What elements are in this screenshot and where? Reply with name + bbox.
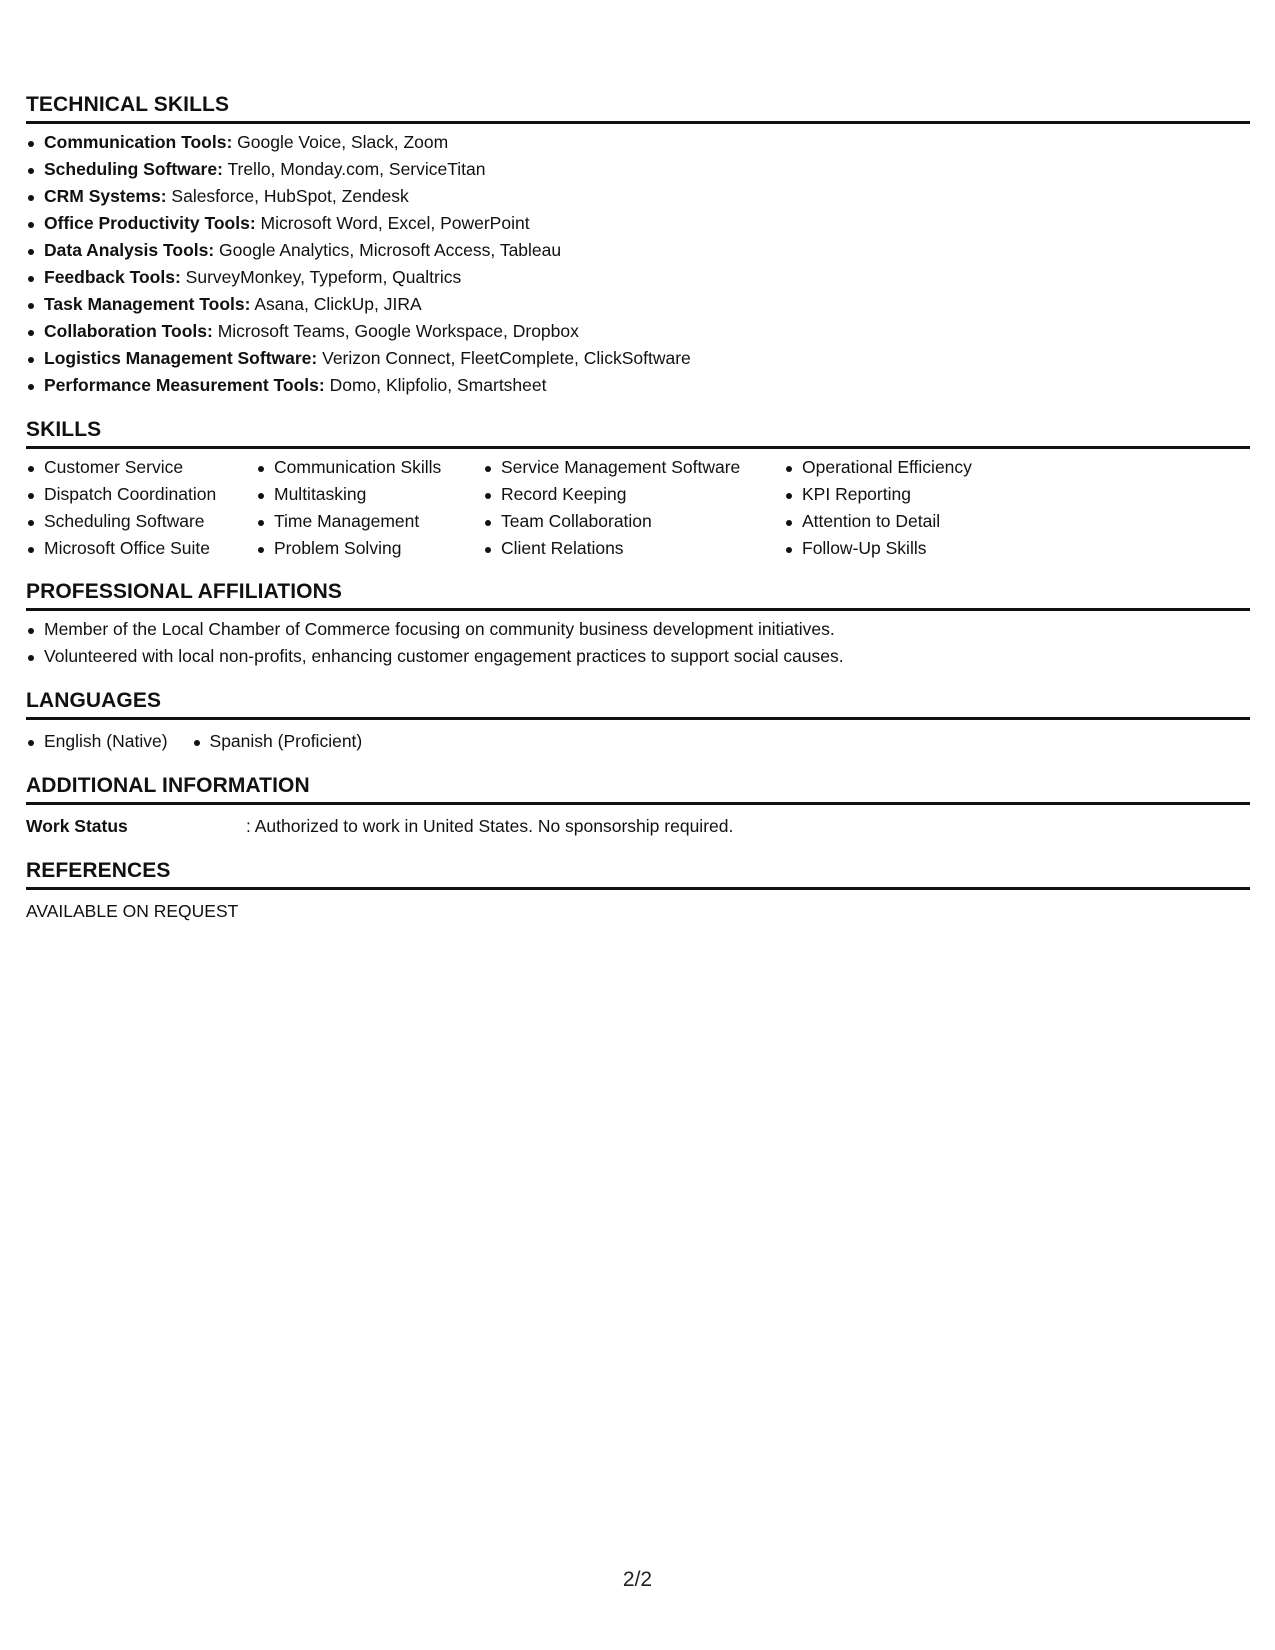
additional-info-section	[26, 773, 1250, 840]
tech-skill-label: Office Productivity Tools:	[44, 213, 256, 233]
tech-skill-value: Microsoft Teams, Google Workspace, Dropbox	[212, 321, 579, 341]
section-title-affiliations: PROFESSIONAL AFFILIATIONS	[26, 579, 1250, 611]
list-item: Multitasking	[256, 481, 483, 508]
list-item: Time Management	[256, 508, 483, 535]
tech-skill-value: Asana, ClickUp, JIRA	[250, 294, 422, 314]
list-item	[26, 156, 1250, 183]
list-item: Problem Solving	[256, 535, 483, 562]
list-item: Member of the Local Chamber of Commerce focusing on community business development initiatives.	[26, 616, 1250, 643]
tech-skill-value: Salesforce, HubSpot, Zendesk	[166, 186, 409, 206]
affiliations-section	[26, 579, 1250, 670]
tech-skill-value: SurveyMonkey, Typeform, Qualtrics	[180, 267, 462, 287]
list-item: Communication Skills	[256, 454, 483, 481]
skills-column-4	[784, 454, 1024, 562]
list-item: Microsoft Office Suite	[26, 535, 256, 562]
skills-column-3	[483, 454, 784, 562]
languages-list	[26, 728, 1250, 755]
list-item	[26, 129, 1250, 156]
references-text: AVAILABLE ON REQUEST	[26, 901, 239, 921]
tech-skill-label: CRM Systems:	[44, 186, 167, 206]
work-status-value: : Authorized to work in United States. No sponsorship required.	[246, 816, 734, 836]
tech-skill-label: Communication Tools:	[44, 132, 233, 152]
list-item	[26, 291, 1250, 318]
list-item: Operational Efficiency	[784, 454, 1024, 481]
tech-skill-label: Task Management Tools:	[44, 294, 251, 314]
skills-column-1	[26, 454, 256, 562]
list-item: Record Keeping	[483, 481, 784, 508]
list-item: Follow-Up Skills	[784, 535, 1024, 562]
tech-skill-value: Verizon Connect, FleetComplete, ClickSoftware	[317, 348, 691, 368]
list-item: Attention to Detail	[784, 508, 1024, 535]
list-item: Scheduling Software	[26, 508, 256, 535]
skills-section	[26, 417, 1250, 562]
list-item	[26, 210, 1250, 237]
technical-skills-section	[26, 92, 1250, 399]
list-item	[26, 237, 1250, 264]
section-title-skills: SKILLS	[26, 417, 1250, 449]
list-item	[26, 318, 1250, 345]
affiliations-list	[26, 616, 1250, 670]
section-title-languages: LANGUAGES	[26, 688, 1250, 720]
list-item	[26, 264, 1250, 291]
tech-skill-label: Collaboration Tools:	[44, 321, 213, 341]
tech-skill-value: Google Voice, Slack, Zoom	[232, 132, 449, 152]
tech-skill-label: Feedback Tools:	[44, 267, 181, 287]
work-status-row	[26, 813, 1250, 840]
references-section	[26, 858, 1250, 925]
tech-skill-value: Microsoft Word, Excel, PowerPoint	[255, 213, 530, 233]
list-item: Service Management Software	[483, 454, 784, 481]
tech-skill-value: Trello, Monday.com, ServiceTitan	[222, 159, 486, 179]
list-item	[26, 372, 1250, 399]
tech-skill-value: Google Analytics, Microsoft Access, Tableau	[214, 240, 562, 260]
list-item	[26, 345, 1250, 372]
page-number: 2/2	[622, 1568, 653, 1591]
section-title-references: REFERENCES	[26, 858, 1250, 890]
tech-skill-label: Data Analysis Tools:	[44, 240, 215, 260]
skills-column-2	[256, 454, 483, 562]
list-item: Team Collaboration	[483, 508, 784, 535]
list-item: Volunteered with local non-profits, enhancing customer engagement practices to support social causes.	[26, 643, 1250, 670]
work-status-label: Work Status	[26, 816, 128, 836]
list-item: KPI Reporting	[784, 481, 1024, 508]
tech-skill-label: Scheduling Software:	[44, 159, 223, 179]
tech-skill-value: Domo, Klipfolio, Smartsheet	[324, 375, 547, 395]
list-item: Customer Service	[26, 454, 256, 481]
list-item: English (Native)	[26, 728, 168, 755]
technical-skills-list	[26, 129, 1250, 399]
tech-skill-label: Performance Measurement Tools:	[44, 375, 325, 395]
languages-section	[26, 688, 1250, 755]
list-item	[26, 183, 1250, 210]
tech-skill-label: Logistics Management Software:	[44, 348, 318, 368]
resume-page	[26, 92, 1250, 925]
skills-grid	[26, 454, 1250, 562]
list-item: Spanish (Proficient)	[192, 728, 363, 755]
section-title-technical-skills: TECHNICAL SKILLS	[26, 92, 1250, 124]
list-item: Client Relations	[483, 535, 784, 562]
section-title-additional-info: ADDITIONAL INFORMATION	[26, 773, 1250, 805]
list-item: Dispatch Coordination	[26, 481, 256, 508]
